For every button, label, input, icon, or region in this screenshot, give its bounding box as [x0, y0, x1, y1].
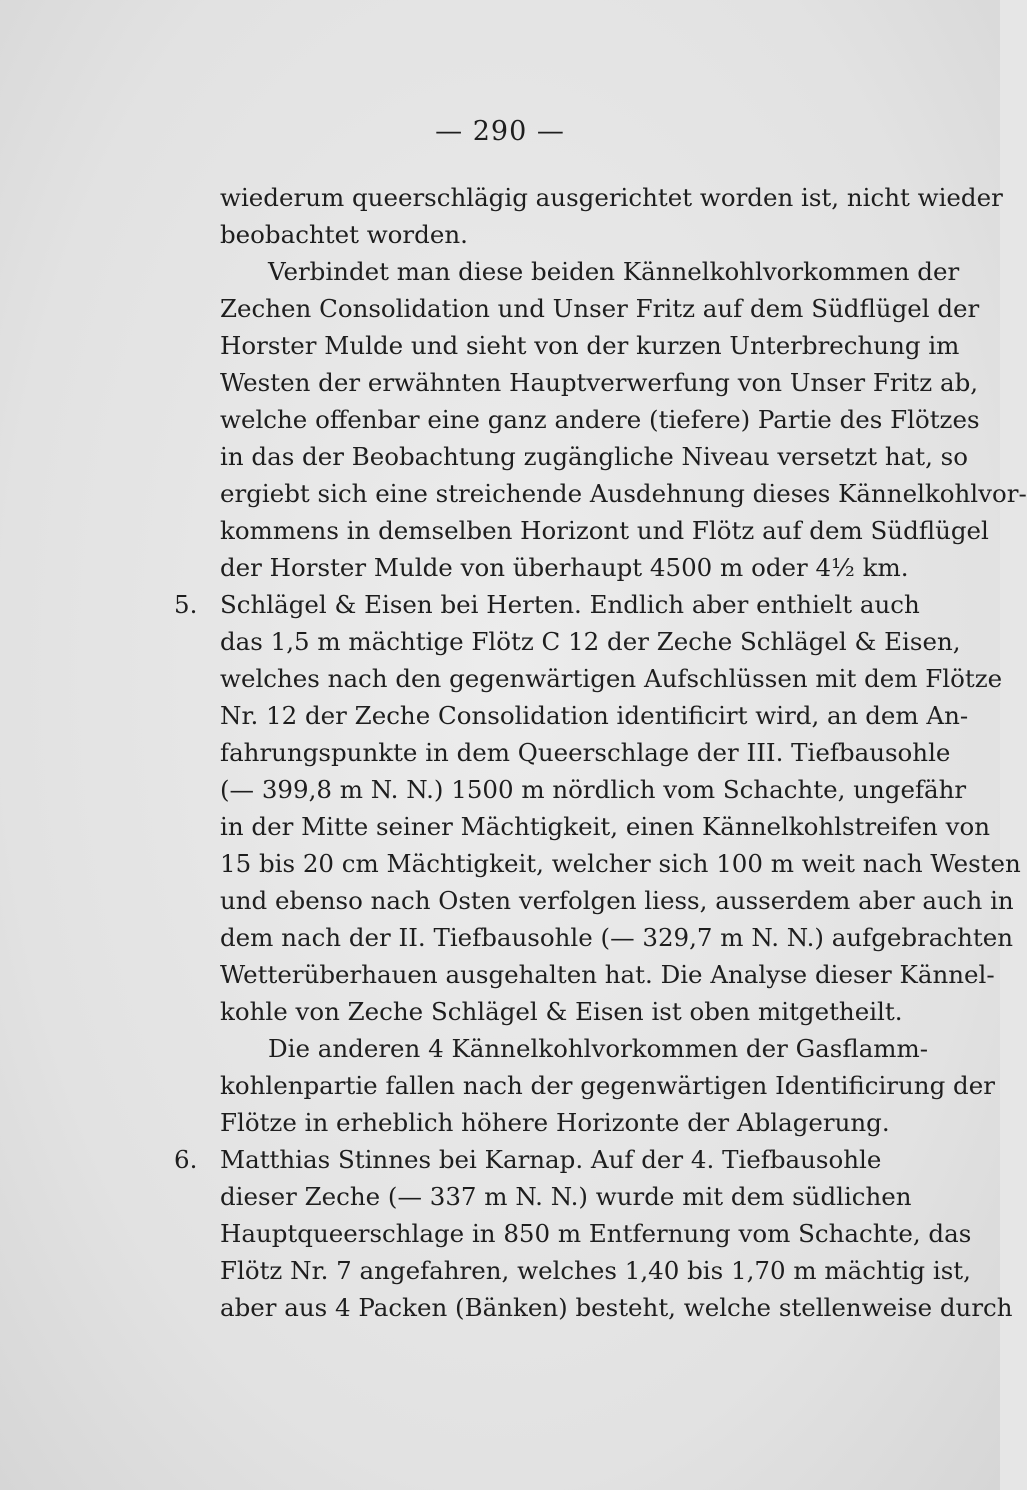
text-line: Flötze in erheblich höhere Horizonte der Ablagerung.	[220, 1108, 890, 1137]
text-line: welche offenbar eine ganz andere (tiefere) Partie des Flötzes	[220, 405, 980, 434]
text-line: Die anderen 4 Kännelkohlvorkommen der Gasflamm-	[268, 1034, 929, 1063]
text-line: Schlägel & Eisen bei Herten. Endlich aber enthielt auch	[220, 590, 920, 619]
text-line: wiederum queerschlägig ausgerichtet worden ist, nicht wieder	[220, 183, 1003, 212]
text-line: und ebenso nach Osten verfolgen liess, ausserdem aber auch in	[220, 886, 1014, 915]
text-line: kohlenpartie fallen nach der gegenwärtigen Identificirung der	[220, 1071, 995, 1100]
text-line: das 1,5 m mächtige Flötz C 12 der Zeche Schlägel & Eisen,	[220, 627, 961, 656]
text-line: in der Mitte seiner Mächtigkeit, einen Kännelkohlstreifen von	[220, 812, 990, 841]
text-line: beobachtet worden.	[220, 220, 468, 249]
text-line: Westen der erwähnten Hauptverwerfung von Unser Fritz ab,	[220, 368, 979, 397]
item-number: 5.	[174, 590, 198, 619]
text-line: der Horster Mulde von überhaupt 4500 m oder 4½ km.	[220, 553, 909, 582]
text-line: 15 bis 20 cm Mächtigkeit, welcher sich 100 m weit nach Westen	[220, 849, 1021, 878]
item-number: 6.	[174, 1145, 198, 1174]
text-line: ergiebt sich eine streichende Ausdehnung dieses Kännelkohlvor-	[220, 479, 1027, 508]
text-line: Matthias Stinnes bei Karnap. Auf der 4. Tiefbausohle	[220, 1145, 882, 1174]
text-line: welches nach den gegenwärtigen Aufschlüssen mit dem Flötze	[220, 664, 1003, 693]
text-line: (— 399,8 m N. N.) 1500 m nördlich vom Schachte, ungefähr	[220, 775, 967, 804]
text-line: kommens in demselben Horizont und Flötz auf dem Südflügel	[220, 516, 989, 545]
text-line: in das der Beobachtung zugängliche Niveau versetzt hat, so	[220, 442, 968, 471]
text-line: Verbindet man diese beiden Kännelkohlvorkommen der	[268, 257, 960, 286]
text-line: Wetterüberhauen ausgehalten hat. Die Analyse dieser Kännel-	[220, 960, 995, 989]
text-line: Nr. 12 der Zeche Consolidation identificirt wird, an dem An-	[220, 701, 969, 730]
text-line: dieser Zeche (— 337 m N. N.) wurde mit dem südlichen	[220, 1182, 912, 1211]
text-line: Horster Mulde und sieht von der kurzen Unterbrechung im	[220, 331, 960, 360]
text-line: Hauptqueerschlage in 850 m Entfernung vom Schachte, das	[220, 1219, 972, 1248]
text-line: dem nach der II. Tiefbausohle (— 329,7 m N. N.) aufgebrachten	[220, 923, 1014, 952]
text-line: Flötz Nr. 7 angefahren, welches 1,40 bis 1,70 m mächtig ist,	[220, 1256, 971, 1285]
text-line: fahrungspunkte in dem Queerschlage der III. Tiefbausohle	[220, 738, 951, 767]
text-line: Zechen Consolidation und Unser Fritz auf dem Südflügel der	[220, 294, 980, 323]
text-line: aber aus 4 Packen (Bänken) besteht, welche stellenweise durch	[220, 1293, 1013, 1322]
text-line: kohle von Zeche Schlägel & Eisen ist oben mitgetheilt.	[220, 997, 903, 1026]
page-number: — 290 —	[435, 116, 565, 147]
